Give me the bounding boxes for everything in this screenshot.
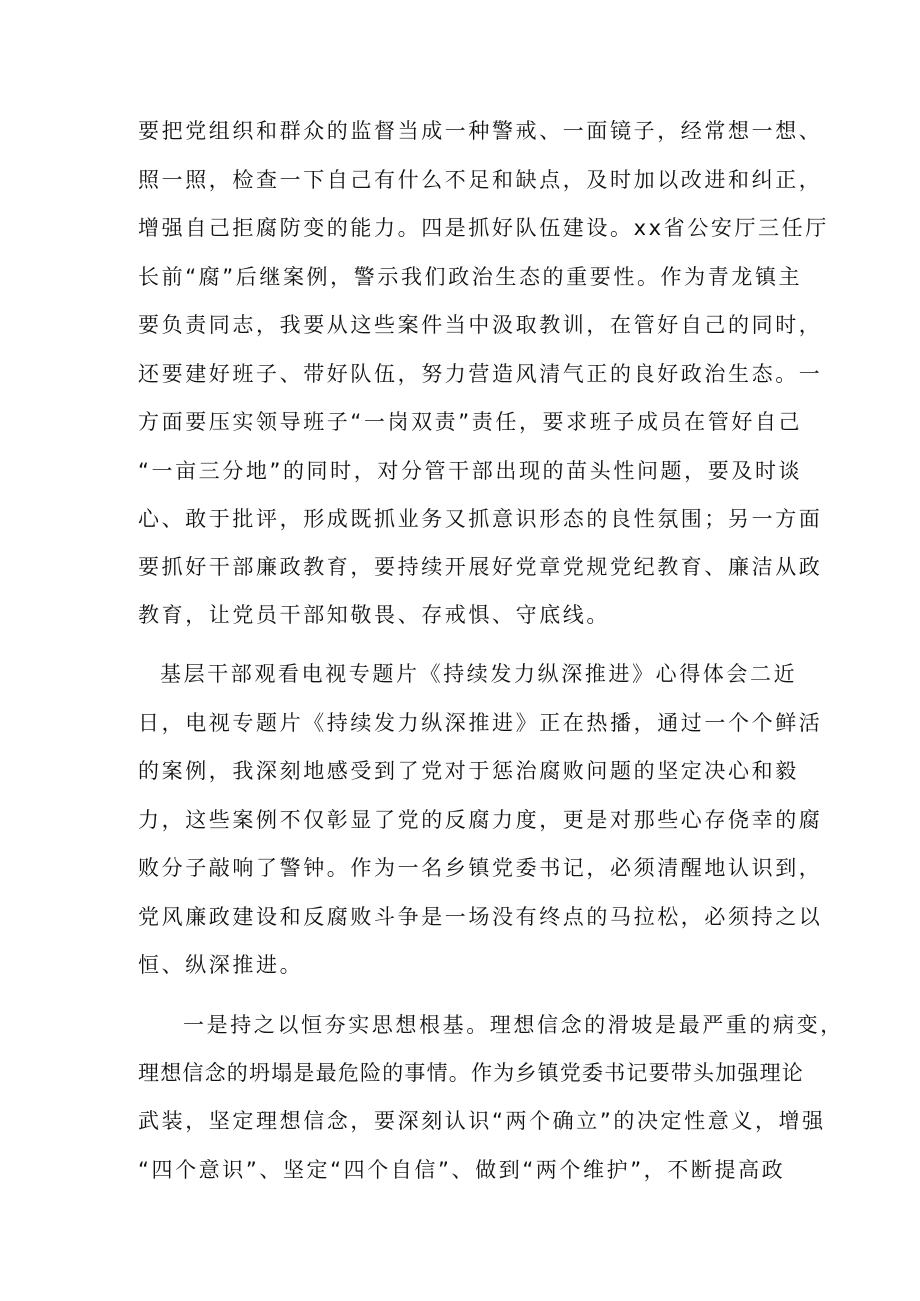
text-line: 教育，让党员干部知敬畏、存戒惧、守底线。 [138,603,610,627]
text-line: 要抓好干部廉政教育，要持续开展好党章党规党纪教育、廉洁从政 [138,555,823,579]
text-line: 方面要压实领导班子“一岗双责”责任，要求班子成员在管好自己 [138,410,803,434]
text-line: 恒、纵深推进。 [138,953,304,977]
text-line: 败分子敲响了警钟。作为一名乡镇党委书记，必须清醒地认识到， [138,856,823,880]
text-line: 长前“腐”后继案例，警示我们政治生态的重要性。作为青龙镇主 [138,265,803,289]
text-line: “一亩三分地”的同时，对分管干部出现的苗头性问题，要及时谈 [138,459,803,483]
text-line: 增强自己拒腐防变的能力。四是抓好队伍建设。xx省公安厅三任厅 [138,216,829,240]
text-line: 一是持之以恒夯实思想根基。理想信念的滑坡是最严重的病变， [183,1013,844,1037]
text-line: 力，这些案例不仅彰显了党的反腐力度，更是对那些心存侥幸的腐 [138,808,823,832]
text-line: 基层干部观看电视专题片《持续发力纵深推进》心得体会二近 [160,662,798,686]
text-line: 日，电视专题片《持续发力纵深推进》正在热播，通过一个个鲜活 [138,711,823,735]
text-line: 要负责同志，我要从这些案件当中汲取教训，在管好自己的同时， [138,313,823,337]
text-line: 心、敢于批评，形成既抓业务又抓意识形态的良性氛围；另一方面 [138,507,823,531]
text-line: 照一照，检查一下自己有什么不足和缺点，及时加以改进和纠正， [138,168,823,192]
text-line: 武装，坚定理想信念，要深刻认识“两个确立”的决定性意义，增强 [138,1109,826,1133]
text-line: 党风廉政建设和反腐败斗争是一场没有终点的马拉松，必须持之以 [138,905,823,929]
text-line: “四个意识”、坚定“四个自信”、做到“两个维护”，不断提高政 [138,1158,786,1182]
text-line: 的案例，我深刻地感受到了党对于惩治腐败问题的坚定决心和毅 [138,759,799,783]
text-line: 要把党组织和群众的监督当成一种警戒、一面镜子，经常想一想、 [138,119,823,143]
text-line: 理想信念的坍塌是最危险的事情。作为乡镇党委书记要带头加强理论 [138,1061,804,1085]
text-line: 还要建好班子、带好队伍，努力营造风清气正的良好政治生态。一 [138,362,823,386]
